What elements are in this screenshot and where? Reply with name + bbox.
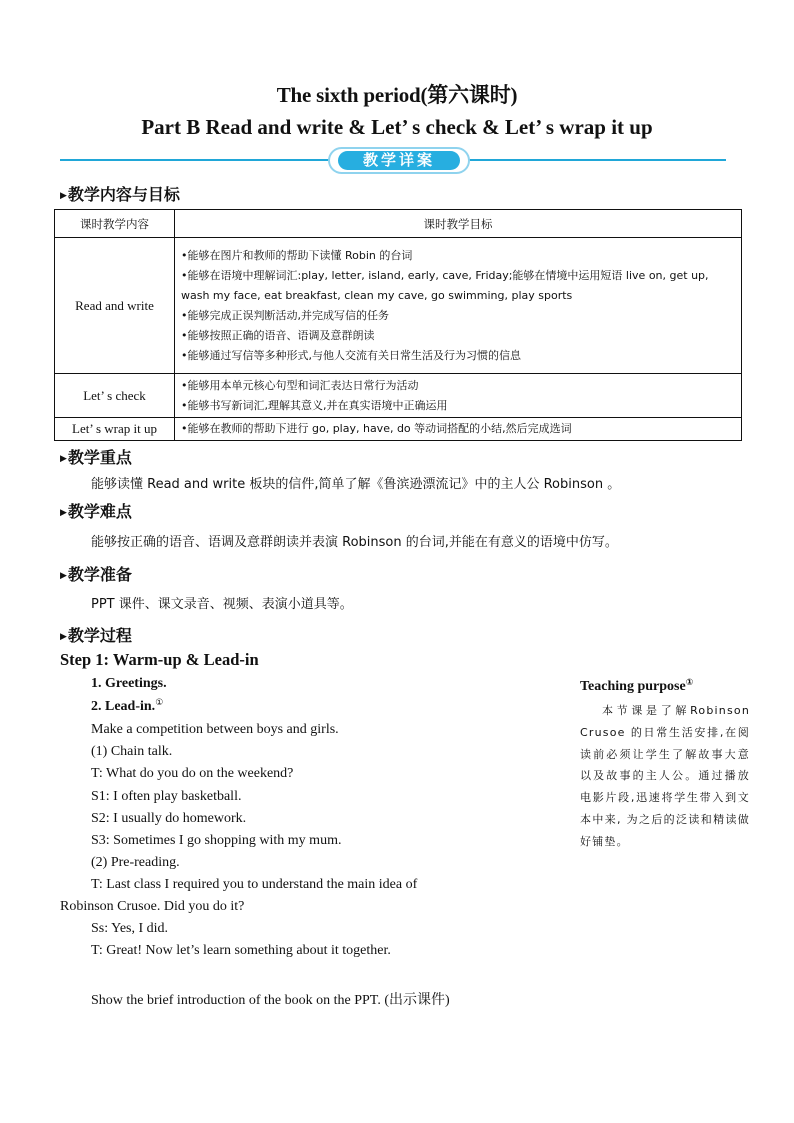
table-cell-goals — [175, 374, 742, 418]
table-row — [55, 418, 742, 441]
banner-badge — [328, 147, 470, 174]
goal-item: •能够按照正确的语音、语调及意群朗读 — [181, 328, 375, 342]
difficulties-text: 能够按正确的语音、语调及意群朗读并表演 Robinson 的台词,并能在有意义的语境中仿写。 — [91, 535, 618, 550]
step1-lead-in: 2. Lead-in.① — [91, 698, 164, 714]
table-header-row — [55, 210, 742, 238]
section-preparation: ▶教学准备 — [60, 565, 132, 584]
dialogue-line: T: What do you do on the weekend? — [91, 766, 294, 781]
dialogue-line: Ss: Yes, I did. — [91, 921, 169, 936]
table-header-goals: 课时教学目标 — [175, 210, 742, 238]
dialogue-line: Robinson Crusoe. Did you do it? — [60, 899, 245, 914]
section-difficulties: ▶教学难点 — [60, 502, 132, 521]
table-cell-content: Read and write — [55, 238, 175, 374]
table-cell-goals — [175, 418, 742, 441]
goal-item: •能够在图片和教师的帮助下读懂 Robin 的台词 — [181, 248, 413, 262]
dialogue-line: Show the brief introduction of the book on the PPT. (出示课件) — [91, 993, 450, 1008]
teaching-purpose-body: 本节课是了解Robinson Crusoe 的日常生活安排,在阅读前必须让学生了解故事大意以及故事的主人公。通过播放电影片段,迅速将学生带入到文本中来, 为之后的泛读和精读做好铺垫。 — [580, 704, 750, 848]
dialogue-line: T: Great! Now let’s learn something about it together. — [91, 943, 391, 958]
banner-label: 教学详案 — [338, 151, 460, 170]
goal-item: •能够在语境中理解词汇:play, letter, island, early, cave, Friday;能够在情境中运用短语 live on, get up, wash my face, eat breakfast, clean my cave, go swimming, play sports — [181, 268, 709, 302]
triangle-bullet-icon: ▶ — [60, 632, 67, 642]
section-key-points: ▶教学重点 — [60, 448, 132, 467]
triangle-bullet-icon: ▶ — [60, 508, 67, 518]
note-marker: ① — [155, 698, 164, 708]
table-row — [55, 374, 742, 418]
section-content-goals: ▶教学内容与目标 — [60, 185, 180, 204]
goal-item: •能够通过写信等多种形式,与他人交流有关日常生活及行为习惯的信息 — [181, 348, 521, 362]
preparation-text: PPT 课件、课文录音、视频、表演小道具等。 — [91, 597, 353, 612]
goals-table — [54, 209, 742, 441]
step1-title: Step 1: Warm-up & Lead-in — [60, 650, 259, 669]
page-subtitle: Part B Read and write & Let’ s check & Let’ s wrap it up — [141, 115, 653, 139]
table-header-content: 课时教学内容 — [55, 210, 175, 238]
triangle-bullet-icon: ▶ — [60, 454, 67, 464]
table-row — [55, 238, 742, 374]
dialogue-line: Make a competition between boys and girls. — [91, 722, 339, 737]
dialogue-line: S3: Sometimes I go shopping with my mum. — [91, 833, 342, 848]
dialogue-line: T: Last class I required you to understand the main idea of — [91, 877, 418, 892]
goal-item: •能够完成正误判断活动,并完成写信的任务 — [181, 308, 389, 322]
table-cell-content: Let’ s wrap it up — [55, 418, 175, 441]
table-cell-content: Let’ s check — [55, 374, 175, 418]
note-marker: ① — [685, 678, 694, 688]
goal-item: •能够用本单元核心句型和词汇表达日常行为活动 — [181, 378, 419, 392]
step1-greetings: 1. Greetings. — [91, 676, 167, 691]
triangle-bullet-icon: ▶ — [60, 571, 67, 581]
page-title: The sixth period(第六课时) — [276, 83, 518, 107]
teaching-purpose-title: Teaching purpose① — [580, 678, 694, 694]
section-process: ▶教学过程 — [60, 626, 132, 645]
key-points-text: 能够读懂 Read and write 板块的信件,简单了解《鲁滨逊漂流记》中的主人公 Robinson 。 — [91, 477, 621, 492]
triangle-bullet-icon: ▶ — [60, 191, 67, 201]
table-cell-goals — [175, 238, 742, 374]
dialogue-line: (2) Pre-reading. — [91, 855, 180, 870]
goal-item: •能够书写新词汇,理解其意义,并在真实语境中正确运用 — [181, 398, 448, 412]
dialogue-line: S1: I often play basketball. — [91, 789, 242, 804]
dialogue-line: (1) Chain talk. — [91, 744, 173, 759]
goal-item: •能够在教师的帮助下进行 go, play, have, do 等动词搭配的小结,然后完成选词 — [181, 422, 572, 435]
dialogue-line: S2: I usually do homework. — [91, 811, 247, 826]
